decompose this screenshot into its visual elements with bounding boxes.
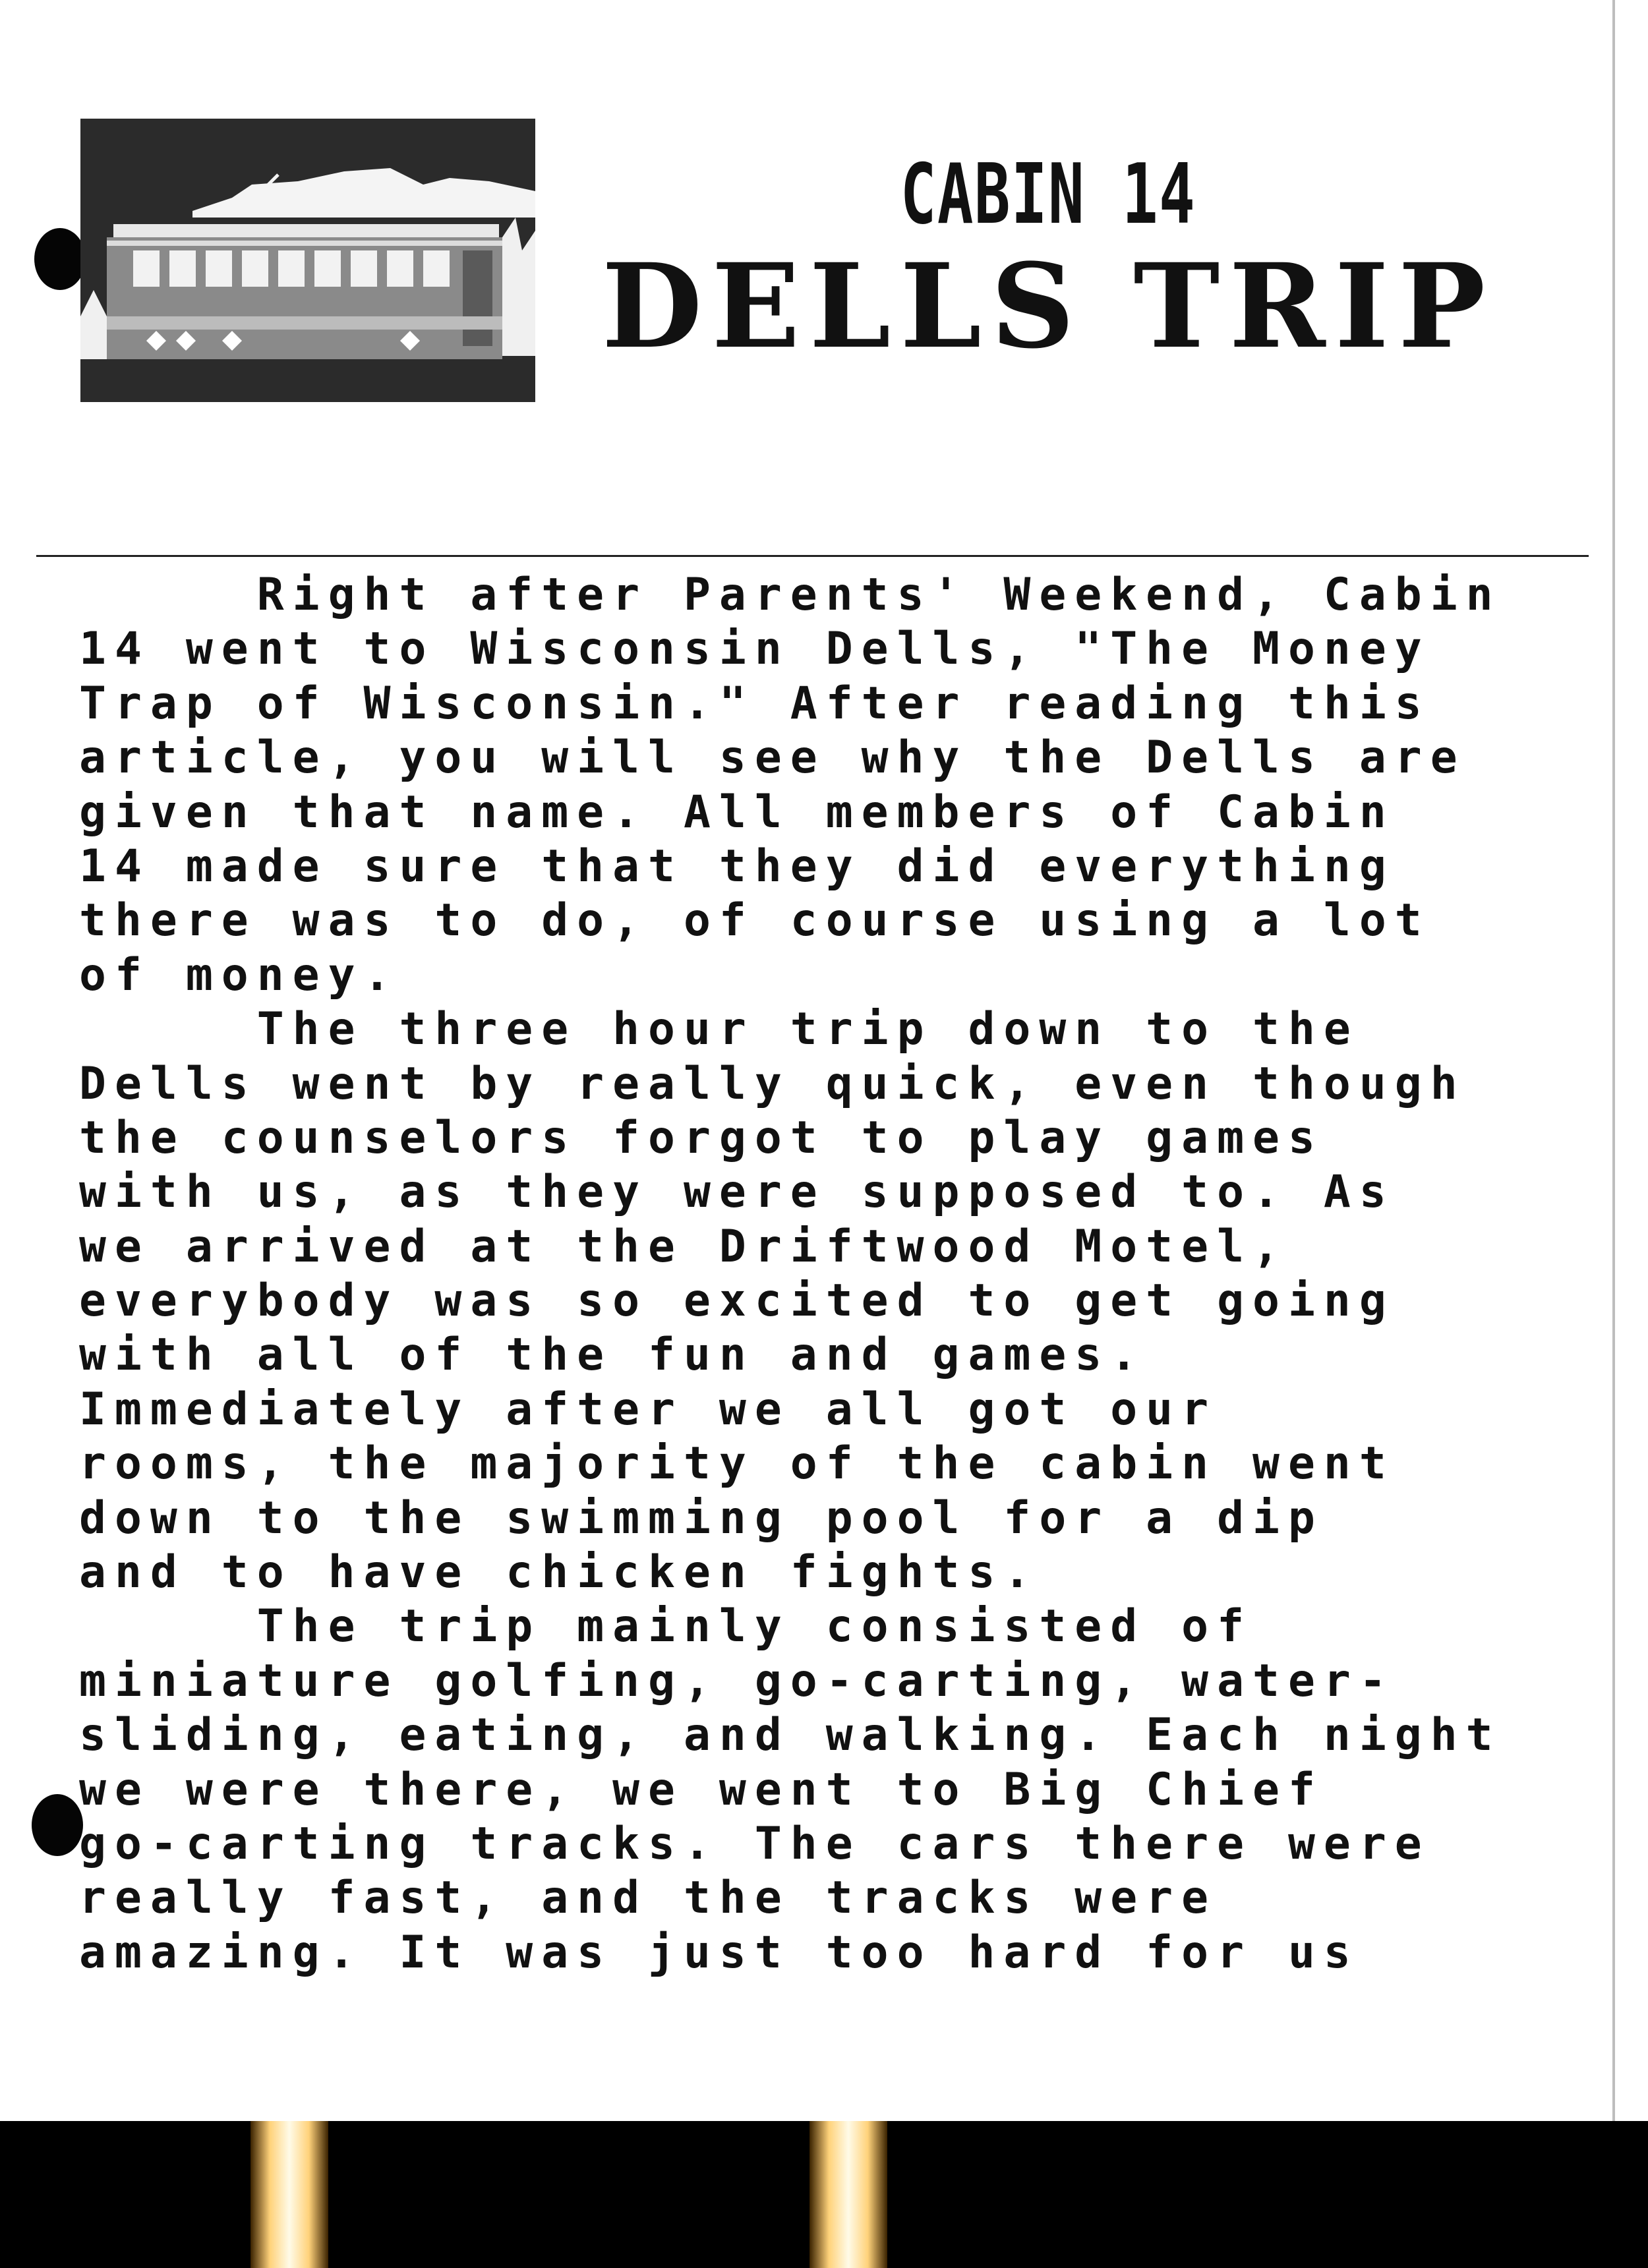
page-edge xyxy=(1612,0,1615,2121)
article-line: amazing. It was just too hard for us xyxy=(79,1926,1359,1979)
article-line: we arrived at the Driftwood Motel, xyxy=(79,1220,1288,1273)
article-line: we were there, we went to Big Chief xyxy=(79,1763,1324,1816)
title-cabin: CABIN 14 xyxy=(900,146,1196,243)
page-title xyxy=(593,145,1503,374)
article-line: The trip mainly consisted of xyxy=(79,1600,1253,1653)
article-line: 14 made sure that they did everything xyxy=(79,840,1395,892)
article-line: rooms, the majority of the cabin went xyxy=(79,1438,1395,1490)
article-line: with all of the fun and games. xyxy=(79,1329,1146,1381)
article-line: really fast, and the tracks were xyxy=(79,1872,1218,1925)
article-line: everybody was so excited to get going xyxy=(79,1275,1395,1327)
punch-hole-top xyxy=(34,228,86,290)
article-line: given that name. All members of Cabin xyxy=(79,786,1395,838)
punch-hole-bottom xyxy=(32,1794,83,1856)
article-line: of money. xyxy=(79,948,399,1001)
article-line: Dells went by really quick, even though xyxy=(79,1057,1466,1110)
scanner-glare xyxy=(250,2121,328,2268)
article-line: down to the swimming pool for a dip xyxy=(79,1492,1324,1544)
divider xyxy=(36,555,1589,557)
article-line: 14 went to Wisconsin Dells, "The Money xyxy=(79,623,1430,676)
article-line: Trap of Wisconsin." After reading this xyxy=(79,677,1430,730)
article-line: article, you will see why the Dells are xyxy=(79,732,1466,784)
article-line: miniature golfing, go-carting, water- xyxy=(79,1654,1395,1707)
article-line: the counselors forgot to play games xyxy=(79,1111,1324,1164)
article-line: there was to do, of course using a lot xyxy=(79,894,1430,947)
article-line: with us, as they were supposed to. As xyxy=(79,1166,1395,1219)
article-line: Immediately after we all got our xyxy=(79,1383,1218,1436)
article-line: go-carting tracks. The cars there were xyxy=(79,1817,1430,1870)
scanner-glare xyxy=(809,2121,887,2268)
article-line: sliding, eating, and walking. Each night xyxy=(79,1709,1502,1762)
bus-icon xyxy=(80,119,535,402)
article-body xyxy=(79,568,1595,1980)
article-line: The three hour trip down to the xyxy=(79,1003,1359,1056)
title-dells-trip: DELLS TRIP xyxy=(601,238,1495,374)
article-line: and to have chicken fights. xyxy=(79,1546,1040,1599)
article-line: Right after Parents' Weekend, Cabin xyxy=(79,569,1502,621)
